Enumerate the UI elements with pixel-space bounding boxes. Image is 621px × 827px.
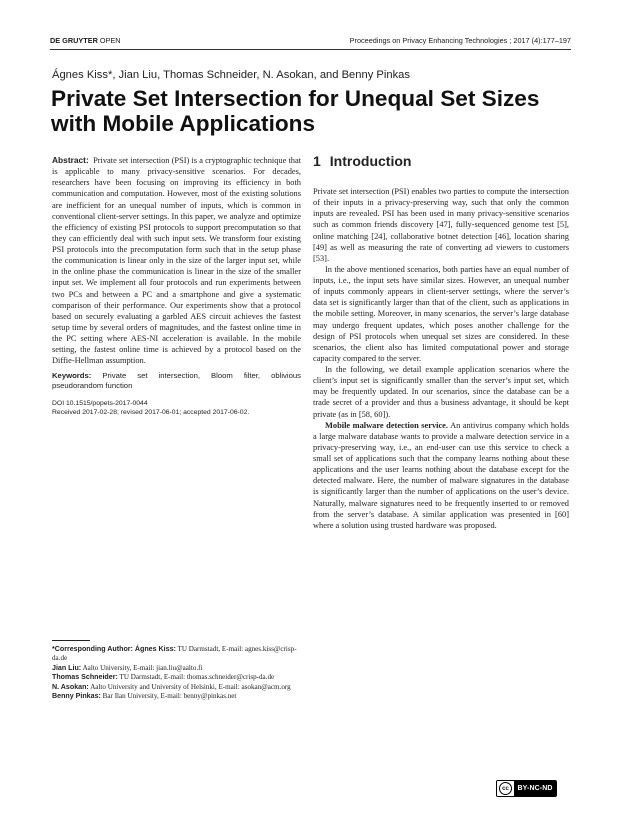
running-head [50,36,571,50]
abstract-label: Abstract: [52,155,89,165]
section-heading [313,152,569,170]
cc-license-badge[interactable] [496,780,557,797]
publisher: DE GRUYTER OPEN [50,36,121,45]
keywords [52,371,301,391]
paragraph: Private set intersection (PSI) enables two parties to compute the intersection of their inputs in a privacy-preserving way, such that only the common inputs are revealed. PSI has been used in many privacy-sensitive scenarios such as common friends discovery [47], fully-sequenced genome test [5], online matching [24], collaborative botnet detection [46], location sharing [49] as well as measuring the rate of converting ad viewers to customers [53]. [313,187,569,263]
received-dates: Received 2017-02-28; revised 2017-06-01; accepted 2017-06-02. [52,409,250,417]
journal-citation: Proceedings on Privacy Enhancing Technologies ; 2017 (4):177–197 [349,36,571,45]
footnote-item: Thomas Schneider: TU Darmstadt, E-mail: thomas.schneider@crisp-da.de [52,673,275,682]
footnote-item: N. Asokan: Aalto University and University of Helsinki, E-mail: asokan@acm.org [52,682,291,691]
right-column [313,152,569,531]
footnote-item: Jian Liu: Aalto University, E-mail: jian.liu@aalto.fi [52,663,203,672]
author-footnotes [52,640,301,701]
paragraph-heading: Mobile malware detection service. [325,420,448,430]
abstract-text: Private set intersection (PSI) is a cryptographic technique that is applicable to many privacy-sensitive scenarios. For decades, researchers have been focusing on improving its efficiency in both communication and computation. However, most of the existing solutions are inefficient for an unequal number of inputs, which is common in conventional client-server settings. In this paper, we analyze and optimize the efficiency of existing PSI protocols to support precomputation so that they can efficiently deal with such input sets. We transform four existing PSI protocols into the precomputation form such that in the setup phase the communication is linear only in the size of the larger input set, while in the online phase the communication is linear in the size of the smaller input set. We implement all four protocols and run experiments between two PCs and between a PC and a smartphone and give a systematic comparison of their performance. Our experiments show that a protocol based on securely evaluating a garbled AES circuit achieves the fastest setup time by several orders of magnitudes, and the fastest online time in the PC setting where AES-NI acceleration is available. In the mobile setting, the fastest online time is achieved by a protocol based on the Diffie-Hellman assumption. [52,156,302,366]
section-title: Introduction [329,153,412,169]
keywords-label: Keywords: [52,371,92,381]
doi: DOI 10.1515/popets-2017-0044 [52,400,148,408]
paragraph: In the above mentioned scenarios, both parties have an equal number of inputs, i.e., the input sets have similar sizes. However, an unequal number of inputs commonly appears in client-server settings, where the server’s data set is significantly larger than that of the client, such as applications in the mobile setting. Moreover, in many scenarios, the server’s large database may undergo frequent updates, which poses another challenge for the design of PSI protocols when unequal set sizes are considered. In these scenarios, the client also has limited computational power and storage capacity compared to the server. [313,264,569,363]
paragraph: In the following, we detail example application scenarios where the client’s input set is significantly smaller than the server’s input set, which may be frequently updated. In our scenarios, since the database can be a trade secret of a provider and thus a business advantage, it should be kept private (as in [58, 60]). [313,365,569,419]
footnote-rule [52,640,90,641]
paragraph-malware: Mobile malware detection service. An antivirus company which holds a large malware database wants to provide a malware detection service in a privacy-preserving way, i.e., an end-user can use this service to check a small set of applications such that the company learns nothing about these applications and the user learns nothing about the database except for the detected malware. Here, the number of malware signatures in the database is significantly larger than the number of applications on the user’s device. Naturally, malware signatures need to be frequently inserted to or removed from the server’s database. A similar application was presented in [60] where a solution using trusted hardware was proposed. [313,420,569,530]
paper-title: Private Set Intersection for Unequal Set Sizes with Mobile Applications [51,86,540,136]
author-list: Ágnes Kiss*, Jian Liu, Thomas Schneider, N. Asokan, and Benny Pinkas [52,69,410,81]
abstract [52,155,301,366]
section-number: 1 [313,153,321,169]
footnote-item: Benny Pinkas: Bar Ilan University, E-mail: benny@pinkas.net [52,692,237,701]
doi-block [52,399,301,417]
cc-icon: cc [497,781,514,796]
left-column [52,155,301,417]
license-text: BY-NC-ND [514,781,556,796]
keywords-text: Private set intersection, Bloom filter, oblivious pseudorandom function [52,371,302,391]
footnote-item: *Corresponding Author: Ágnes Kiss: TU Darmstadt, E-mail: agnes.kiss@crisp-da.de [52,645,297,663]
